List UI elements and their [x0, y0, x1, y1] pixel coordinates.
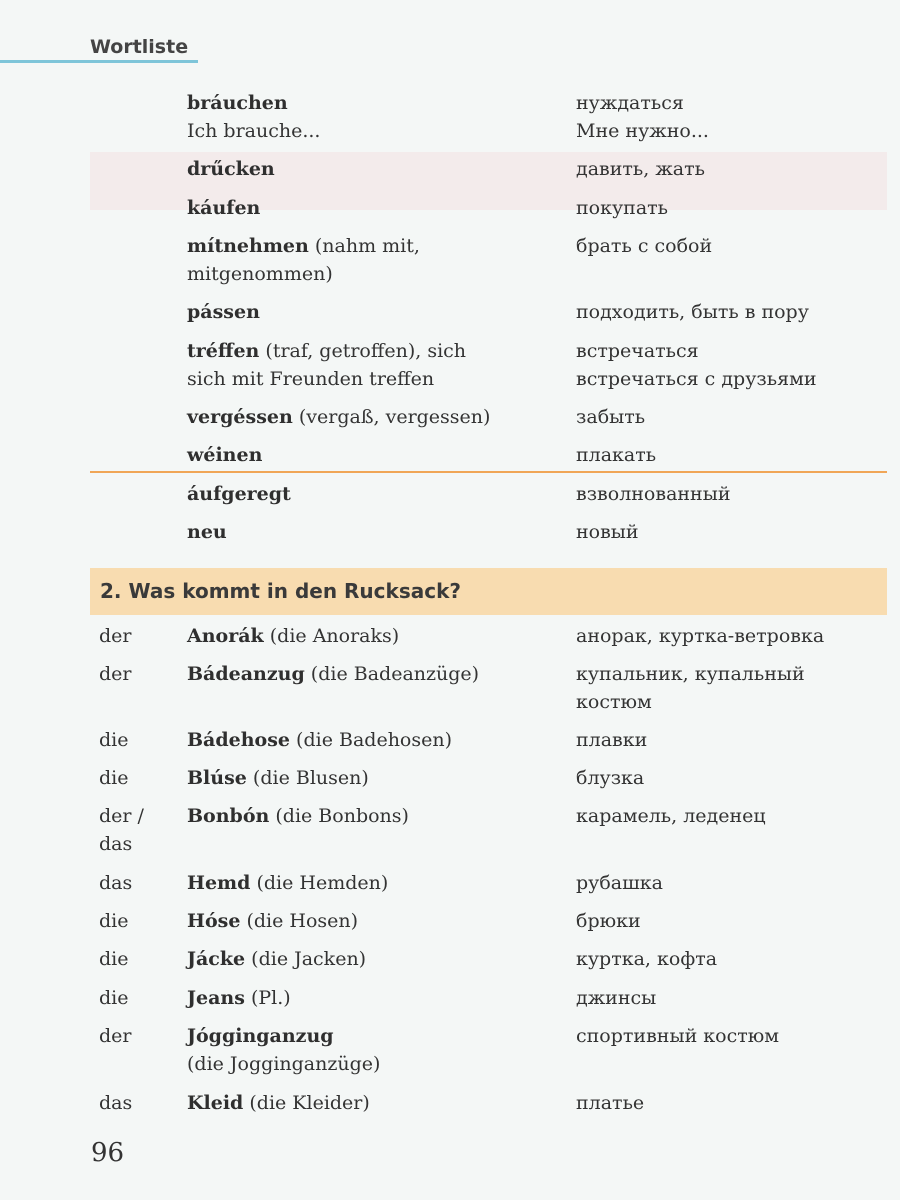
article: der: [99, 1025, 132, 1047]
page-number: 96: [91, 1138, 125, 1168]
section-title: 2. Was kommt in den Rucksack?: [100, 579, 461, 603]
russian-translation: спортивный костюм: [576, 1025, 780, 1047]
german-entry: vergéssen (vergaß, vergessen): [187, 406, 491, 428]
russian-translation: купальник, купальный костюм: [576, 663, 805, 713]
article: die: [99, 767, 129, 789]
russian-translation: брюки: [576, 910, 641, 932]
russian-translation: брать с собой: [576, 235, 713, 257]
german-entry: Anorák (die Anoraks): [187, 625, 400, 647]
german-entry: Blúse (die Blusen): [187, 767, 369, 789]
german-entry: Hóse (die Hosen): [187, 910, 359, 932]
article: die: [99, 987, 129, 1009]
russian-translation: забыть: [576, 406, 646, 428]
article: der: [99, 625, 132, 647]
russian-translation: плавки: [576, 729, 648, 751]
german-entry: wéinen: [187, 444, 263, 466]
russian-translation: анорак, куртка-ветровка: [576, 625, 825, 647]
section-divider: [90, 471, 887, 473]
russian-translation: встречаться встречаться с друзьями: [576, 340, 817, 390]
german-entry: Bádeanzug (die Badeanzüge): [187, 663, 480, 685]
russian-translation: новый: [576, 521, 639, 543]
article: das: [99, 872, 133, 894]
article: die: [99, 910, 129, 932]
header-underline: [0, 60, 198, 63]
russian-translation: покупать: [576, 197, 669, 219]
german-entry: Hemd (die Hemden): [187, 872, 389, 894]
russian-translation: карамель, леденец: [576, 805, 766, 827]
russian-translation: куртка, кофта: [576, 948, 718, 970]
german-entry: drűcken: [187, 158, 275, 180]
page-header-title: Wortliste: [90, 36, 189, 58]
russian-translation: взволнованный: [576, 483, 731, 505]
article: die: [99, 729, 129, 751]
german-entry: Kleid (die Kleider): [187, 1092, 370, 1114]
article: das: [99, 1092, 133, 1114]
german-entry: mítnehmen (nahm mit, mitgenommen): [187, 235, 420, 285]
russian-translation: подходить, быть в пору: [576, 301, 809, 323]
german-entry: neu: [187, 521, 227, 543]
german-entry: Bonbón (die Bonbons): [187, 805, 409, 827]
german-entry: áufgeregt: [187, 483, 291, 505]
russian-translation: давить, жать: [576, 158, 705, 180]
russian-translation: джинсы: [576, 987, 657, 1009]
german-entry: tréffen (traf, getroffen), sich sich mit Freunden treffen: [187, 340, 467, 390]
russian-translation: нуждаться Мне нужно...: [576, 92, 709, 142]
article: der: [99, 663, 132, 685]
german-entry: bráuchen Ich brauche...: [187, 92, 321, 142]
russian-translation: плакать: [576, 444, 657, 466]
german-entry: Jeans (Pl.): [187, 987, 291, 1009]
german-entry: pássen: [187, 301, 260, 323]
russian-translation: рубашка: [576, 872, 663, 894]
german-entry: Jácke (die Jacken): [187, 948, 367, 970]
german-entry: Jógginganzug (die Jogginganzüge): [187, 1025, 381, 1075]
section-heading: [90, 568, 887, 615]
article: der / das: [99, 805, 144, 855]
russian-translation: платье: [576, 1092, 645, 1114]
article: die: [99, 948, 129, 970]
german-entry: Bádehose (die Badehosen): [187, 729, 453, 751]
german-entry: káufen: [187, 197, 261, 219]
russian-translation: блузка: [576, 767, 645, 789]
